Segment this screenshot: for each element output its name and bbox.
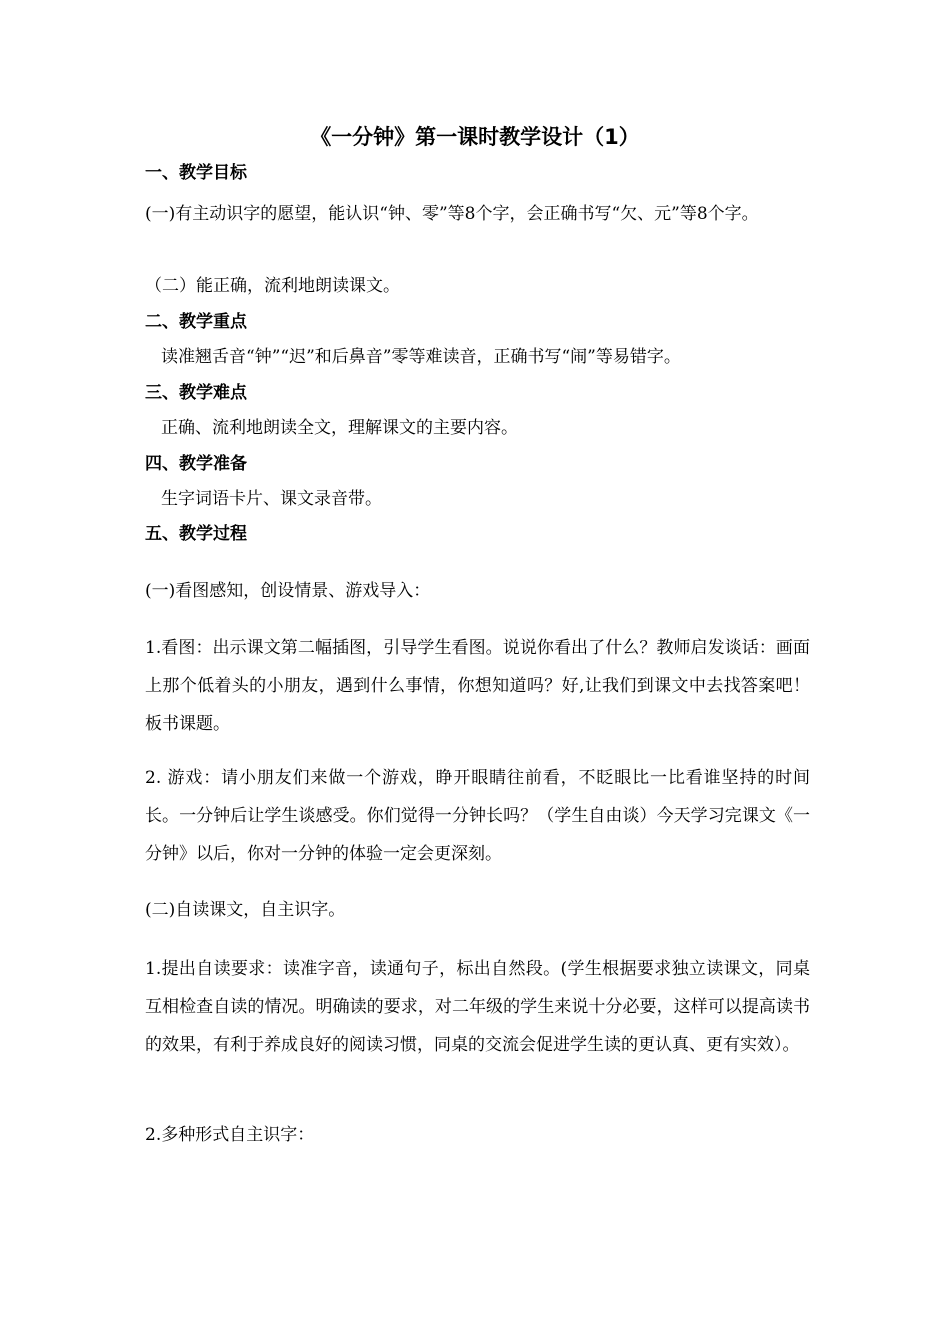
section-heading-process: 五、教学过程 xyxy=(145,524,247,544)
process-step-1-heading: (一)看图感知，创设情景、游戏导入： xyxy=(145,581,431,601)
page-title: 《一分钟》第一课时教学设计（1） xyxy=(310,125,640,149)
objectives-paragraph-1: (一)有主动识字的愿望，能认识“钟、零”等8个字，会正确书写“欠、元”等8个字。 xyxy=(145,204,759,224)
process-step-1-item-1: 1.看图：出示课文第二幅插图，引导学生看图。说说你看出了什么？教师启发谈话：画面上那个低着头的小朋友，遇到什么事情，你想知道吗？好,让我们到课文中去找答案吧！板书课题。 xyxy=(145,638,810,734)
preparation-paragraph: 生字词语卡片、课文录音带。 xyxy=(161,489,382,509)
process-step-2-heading: (二)自读课文，自主识字。 xyxy=(145,900,346,920)
process-step-2-item-1: 1.提出自读要求：读准字音，读通句子，标出自然段。(学生根据要求独立读课文，同桌互相检查自读的情况。明确读的要求，对二年级的学生来说十分必要，这样可以提高读书的效果，有利于养成良好的阅读习惯，同桌的交流会促进学生读的更认真、更有实效）。 xyxy=(145,959,810,1055)
section-heading-preparation: 四、教学准备 xyxy=(145,454,247,474)
process-step-2-item-2: 2.多种形式自主识字： xyxy=(145,1125,315,1145)
objectives-paragraph-2: （二）能正确，流利地朗读课文。 xyxy=(145,276,400,296)
key-points-paragraph: 读准翘舌音“钟”“迟”和后鼻音”零等难读音，正确书写“闹”等易错字。 xyxy=(161,347,681,367)
section-heading-key-points: 二、教学重点 xyxy=(145,312,247,332)
section-heading-objectives: 一、教学目标 xyxy=(145,163,247,183)
process-step-1-item-2: 2. 游戏：请小朋友们来做一个游戏，睁开眼睛往前看，不眨眼比一比看谁坚持的时间长。一分钟后让学生谈感受。你们觉得一分钟长吗？（学生自由谈）今天学习完课文《一分钟》以后，你对一分钟的体验一定会更深刻。 xyxy=(145,768,810,864)
difficulties-paragraph: 正确、流利地朗读全文，理解课文的主要内容。 xyxy=(161,418,518,438)
section-heading-difficulties: 三、教学难点 xyxy=(145,383,247,403)
